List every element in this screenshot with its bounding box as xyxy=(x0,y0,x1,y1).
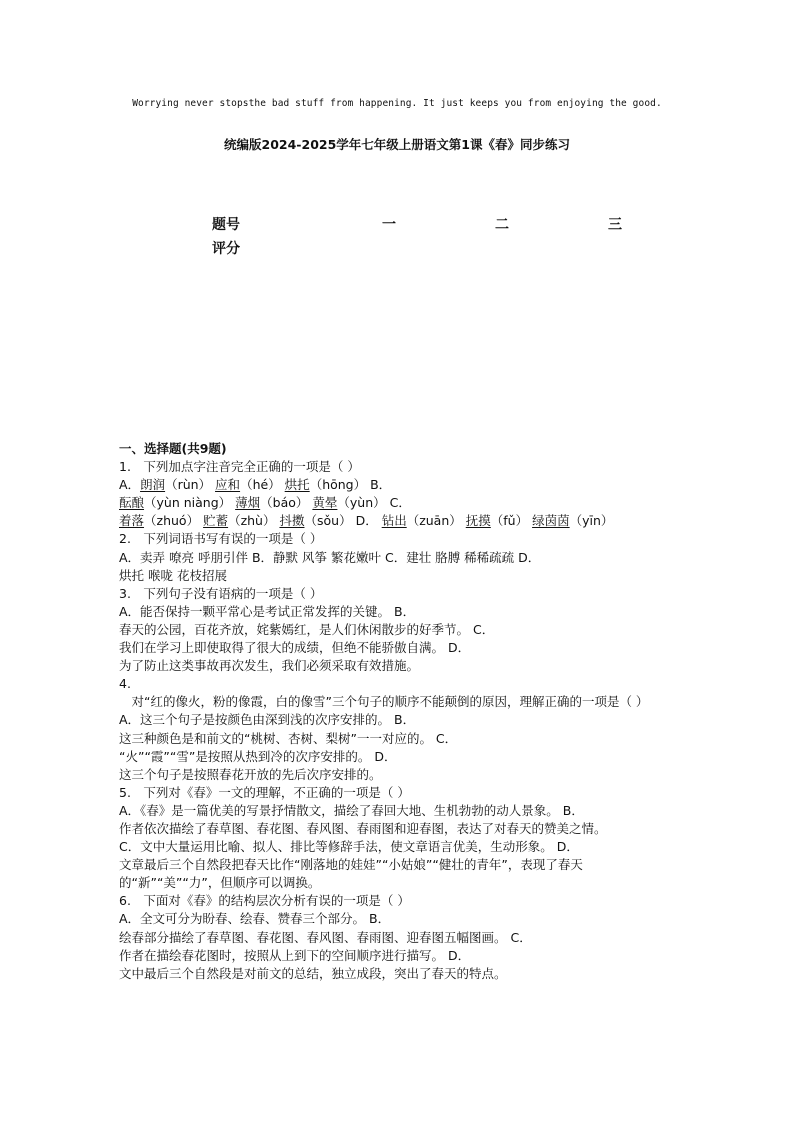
dotted-word: 抚摸 xyxy=(465,513,491,529)
pinyin: （sǒu） xyxy=(304,513,352,529)
pinyin: （yùn niàng） xyxy=(144,495,232,511)
option-line: 作者依次描绘了春草图、春花图、春风图、春雨图和迎春图，表达了对春天的赞美之情。 xyxy=(119,820,607,836)
question-stem: 6. 下面对《春》的结构层次分析有误的一项是（ ） xyxy=(119,893,410,909)
score-cell-1: 一 xyxy=(382,217,396,233)
option-line xyxy=(119,476,679,494)
option-label: B． xyxy=(370,477,392,493)
score-row-header xyxy=(212,214,642,238)
question-stem: 2. 下列词语书写有误的一项是（ ） xyxy=(119,531,323,547)
option-line: 这三种颜色是和前文的“桃树、杏树、梨树”一一对应的。 C． xyxy=(119,730,458,746)
score-cell-label: 题号 xyxy=(212,217,240,233)
question-stem: 对“红的像火，粉的像霞，白的像雪”三个句子的顺序不能颠倒的原因，理解正确的一项是（ ） xyxy=(119,694,649,710)
option-line: 我们在学习上即使取得了很大的成绩，但绝不能骄傲自满。 D． xyxy=(119,640,471,656)
pinyin: （báo） xyxy=(260,495,309,511)
option-line: 烘托 喉咙 花枝招展 xyxy=(119,567,227,583)
score-cell-3: 三 xyxy=(608,217,622,233)
pinyin: （yùn） xyxy=(337,495,386,511)
option-line: “火”“霞”“雪”是按照从热到冷的次序安排的。 D． xyxy=(119,748,397,764)
pinyin: （rùn） xyxy=(165,477,212,493)
option-line: C．文中大量运用比喻、拟人、排比等修辞手法，使文章语言优美，生动形象。 D． xyxy=(119,839,579,855)
dotted-word: 应和 xyxy=(215,477,241,493)
dotted-word: 薄烟 xyxy=(235,495,261,511)
dotted-word: 黄晕 xyxy=(312,495,338,511)
option-line: A．卖弄 嘹亮 呼朋引伴 B．静默 风筝 繁花嫩叶 C．建壮 胳膊 稀稀疏疏 D． xyxy=(119,549,541,565)
pinyin: （zhù） xyxy=(228,513,276,529)
question-stem: 1. 下列加点字注音完全正确的一项是（ ） xyxy=(119,459,360,475)
question-stem: 5. 下列对《春》一文的理解，不正确的一项是（ ） xyxy=(119,784,410,800)
option-line xyxy=(119,494,679,512)
option-line: 作者在描绘春花图时，按照从上到下的空间顺序进行描写。 D． xyxy=(119,947,471,963)
dotted-word: 酝酿 xyxy=(119,495,145,511)
motto-line: Worrying never stopsthe bad stuff from happening. It just keeps you from enjoying the good. xyxy=(132,98,662,109)
dotted-word: 钻出 xyxy=(381,513,407,529)
dotted-word: 烘托 xyxy=(284,477,310,493)
score-table xyxy=(212,214,642,262)
option-line: A．《春》是一篇优美的写景抒情散文，描绘了春回大地、生机勃勃的动人景象。 B． xyxy=(119,802,584,818)
option-line xyxy=(119,512,679,530)
pinyin: （hōng） xyxy=(309,477,367,493)
dotted-word: 绿茵茵 xyxy=(532,513,570,529)
score-cell-2: 二 xyxy=(495,217,509,233)
page-title: 统编版2024-2025学年七年级上册语文第1课《春》同步练习 xyxy=(224,137,570,152)
question-number: 4. xyxy=(119,676,131,692)
section-heading: 一、选择题(共9题) xyxy=(119,441,227,456)
option-line: 这三个句子是按照春花开放的先后次序安排的。 xyxy=(119,766,382,782)
option-line: 春天的公园，百花齐放，姹紫嫣红，是人们休闲散步的好季节。 C． xyxy=(119,621,495,637)
dotted-word: 贮蓄 xyxy=(203,513,229,529)
question-stem: 3. 下列句子没有语病的一项是（ ） xyxy=(119,585,323,601)
pinyin: （hé） xyxy=(240,477,281,493)
pinyin: （yīn） xyxy=(569,513,614,529)
pinyin: （zuān） xyxy=(406,513,462,529)
score-cell-label: 评分 xyxy=(212,241,240,257)
dotted-word: 朗润 xyxy=(140,477,166,493)
dotted-word: 着落 xyxy=(119,513,145,529)
option-line: A．这三个句子是按颜色由深到浅的次序安排的。 B． xyxy=(119,712,416,728)
option-line: A．全文可分为盼春、绘春、赞春三个部分。 B． xyxy=(119,911,391,927)
score-row-score xyxy=(212,238,642,262)
dotted-word: 抖擞 xyxy=(279,513,305,529)
option-line: A．能否保持一颗平常心是考试正常发挥的关键。 B． xyxy=(119,603,416,619)
option-line: 文中最后三个自然段是对前文的总结，独立成段，突出了春天的特点。 xyxy=(119,965,507,981)
option-line: 文章最后三个自然段把春天比作“刚落地的娃娃”“小姑娘”“健壮的青年”，表现了春天的“新”“美”“力”，但顺序可以调换。 xyxy=(119,857,583,891)
pinyin: （fǔ） xyxy=(490,513,529,529)
option-line: 绘春部分描绘了春草图、春花图、春风图、春雨图、迎春图五幅图画。 C． xyxy=(119,929,532,945)
question-list xyxy=(119,440,679,983)
pinyin: （zhuó） xyxy=(144,513,200,529)
option-label: C． xyxy=(389,495,411,511)
option-label: A． xyxy=(119,477,141,493)
option-line: 为了防止这类事故再次发生，我们必须采取有效措施。 xyxy=(119,658,420,674)
option-label: D． xyxy=(355,513,378,529)
